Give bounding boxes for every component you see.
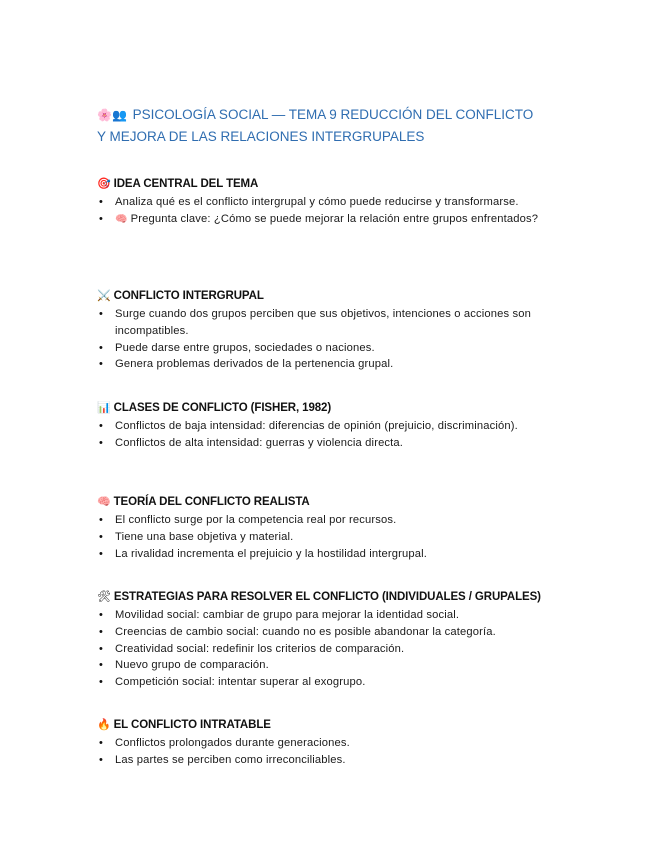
list-item-text: Tiene una base objetiva y material. <box>115 530 294 543</box>
section-conflicto-intratable <box>97 717 577 769</box>
list-item-text: Conflictos de alta intensidad: guerras y violencia directa. <box>115 436 404 449</box>
list-item <box>97 356 577 373</box>
list-item-text: Creencias de cambio social: cuando no es posible abandonar la categoría. <box>115 625 496 638</box>
list-item <box>97 674 577 691</box>
section-idea-central <box>97 176 577 229</box>
list-item <box>97 418 577 435</box>
list-item <box>97 306 577 340</box>
section-heading-text: CLASES DE CONFLICTO (FISHER, 1982) <box>113 402 332 414</box>
section-heading <box>97 717 577 733</box>
section-heading-text: ESTRATEGIAS PARA RESOLVER EL CONFLICTO (INDIVIDUALES / GRUPALES) <box>113 591 541 603</box>
list-item-text: La rivalidad incrementa el prejuicio y la hostilidad intergrupal. <box>115 547 427 560</box>
section-conflicto-intergrupal <box>97 288 577 373</box>
list-item <box>97 435 577 452</box>
list-item-text: El conflicto surge por la competencia real por recursos. <box>115 514 397 526</box>
section-estrategias <box>97 589 577 691</box>
section-heading <box>97 288 577 304</box>
list-item <box>97 194 577 211</box>
list-item <box>97 546 577 563</box>
bullet-list <box>97 418 577 452</box>
list-item-text: Movilidad social: cambiar de grupo para mejorar la identidad social. <box>115 609 460 621</box>
section-heading <box>97 400 577 416</box>
list-item <box>97 624 577 641</box>
list-item-text: Nuevo grupo de comparación. <box>115 659 269 672</box>
document-title-text: PSICOLOGÍA SOCIAL — TEMA 9 REDUCCIÓN DEL CONFLICTO Y MEJORA DE LAS RELACIONES INTERGRUPALES <box>97 107 534 144</box>
section-heading-text: TEORÍA DEL CONFLICTO REALISTA <box>113 496 310 508</box>
section-heading <box>97 589 577 605</box>
list-item <box>97 641 577 658</box>
section-heading-text: CONFLICTO INTERGRUPAL <box>113 290 264 302</box>
list-item-text: Conflictos de baja intensidad: diferencias de opinión (prejuicio, discriminación). <box>115 420 518 432</box>
list-item-text: Creatividad social: redefinir los criterios de comparación. <box>115 642 405 655</box>
section-clases-conflicto <box>97 400 577 452</box>
list-item-text: Las partes se perciben como irreconciliables. <box>115 753 346 766</box>
list-item-text: Puede darse entre grupos, sociedades o naciones. <box>115 341 375 354</box>
document-title <box>97 104 537 148</box>
list-item-text: Analiza qué es el conflicto intergrupal y cómo puede reducirse y transformarse. <box>115 196 519 208</box>
bullet-list <box>97 607 577 691</box>
list-item <box>97 657 577 674</box>
fire-icon: 🔥 <box>97 719 111 731</box>
flower-people-icon: 🌸👥 <box>97 108 127 122</box>
list-item <box>97 512 577 529</box>
list-item-text: Conflictos prolongados durante generaciones. <box>115 737 350 749</box>
section-heading-text: IDEA CENTRAL DEL TEMA <box>113 178 259 190</box>
brain-icon: 🧠 <box>115 213 128 225</box>
brain-icon: 🧠 <box>97 496 111 508</box>
bullet-list <box>97 306 577 373</box>
list-item <box>97 529 577 546</box>
bullet-list <box>97 735 577 769</box>
list-item-text: Pregunta clave: ¿Cómo se puede mejorar la relación entre grupos enfrentados? <box>130 212 539 225</box>
section-heading-text: EL CONFLICTO INTRATABLE <box>113 719 271 731</box>
list-item-text: Competición social: intentar superar al exogrupo. <box>115 676 366 689</box>
list-item-text: Genera problemas derivados de la pertenencia grupal. <box>115 358 394 371</box>
target-icon: 🎯 <box>97 178 111 190</box>
crossed-swords-icon: ⚔️ <box>97 290 111 302</box>
list-item <box>97 752 577 769</box>
section-heading <box>97 494 577 510</box>
list-item <box>97 607 577 624</box>
section-teoria-conflicto-realista <box>97 494 577 562</box>
bullet-list <box>97 194 577 229</box>
list-item <box>97 735 577 752</box>
list-item-text: Surge cuando dos grupos perciben que sus objetivos, intenciones o acciones son incompatibles. <box>115 308 531 337</box>
bullet-list <box>97 512 577 562</box>
list-item <box>97 340 577 357</box>
list-item <box>97 211 577 229</box>
tools-icon: 🛠 <box>97 591 111 603</box>
section-heading <box>97 176 577 192</box>
bar-chart-icon: 📊 <box>97 402 111 414</box>
